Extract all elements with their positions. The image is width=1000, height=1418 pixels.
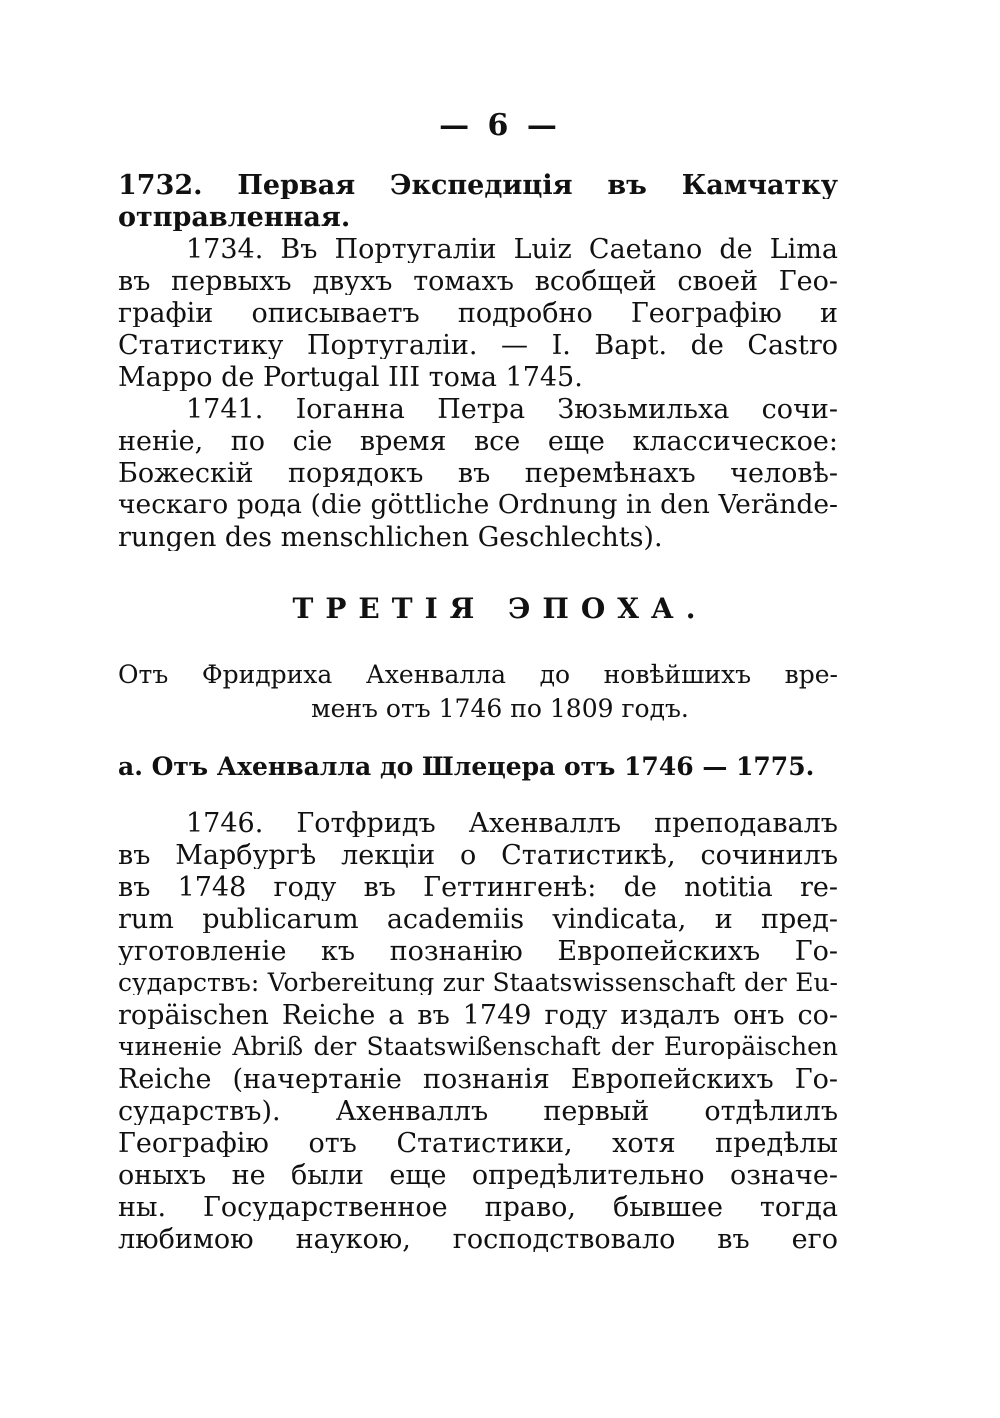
entry-1746-line-2: въ Марбургѣ лекціи о Статистикѣ, сочинилъ [118,842,838,869]
entry-1746-line-13: ны. Государственное право, бывшее тогда [118,1194,838,1221]
entry-1746-line-11: Географію отъ Статистики, хотя предѣлы [118,1130,838,1157]
entry-1746-line-12: оныхъ не были еще опредѣлительно означе- [118,1162,838,1189]
entry-1734-line-4: Статистику Португаліи. — I. Bapt. de Castro [118,332,838,359]
entry-1746-line-7: ropäischen Reiche а въ 1749 году издалъ онъ со- [118,1002,838,1029]
section-subtitle-line-1: Отъ Фридриха Ахенвалла до новѣйшихъ вре- [118,660,838,689]
entry-1746-line-4: rum publicarum academiis vindicata, и пред- [118,906,838,933]
entry-1746-line-9: Reiche (начертаніе познанія Европейскихъ Го- [118,1066,838,1093]
entry-1746-line-5: уготовленіе къ познанію Европейскихъ Го- [118,938,838,965]
entry-1746-line-1: 1746. Готфридъ Ахенваллъ преподавалъ [186,810,838,837]
entry-1734-line-5: Mappo de Portugal III тома 1745. [118,364,583,391]
entry-1734-line-1: 1734. Въ Португаліи Luiz Caetano de Lima [186,236,838,263]
section-subtitle-line-2: менъ отъ 1746 по 1809 годъ. [311,694,689,723]
entry-1746-line-6: сударствъ: Vorbereitung zur Staatswissenschaft der Eu- [118,970,838,995]
entry-1732-line-2: отправленная. [118,204,351,231]
entry-1746-line-3: въ 1748 году въ Геттингенѣ: de notitia re- [118,874,838,901]
entry-1746-line-10: сударствъ). Ахенваллъ первый отдѣлилъ [118,1098,838,1125]
entry-1741-line-4: ческаго рода (die göttliche Ordnung in den Verände- [118,492,838,519]
section-heading: ТРЕТІЯ ЭПОХА. [292,592,708,625]
entry-1732-line-1: 1732. Первая Экспедиція въ Камчатку [118,172,838,199]
entry-1746-line-8: чиненіе Abriß der Staatswißenschaft der Europäischen [118,1034,838,1059]
entry-1741-line-3: Божескій порядокъ въ перемѣнахъ человѣ- [118,460,838,487]
entry-1734-line-3: графіи описываетъ подробно Географію и [118,300,838,327]
entry-1734-line-2: въ первыхъ двухъ томахъ всобщей своей Гео- [118,268,838,295]
entry-1741-line-2: неніе, по сіе время все еще классическое: [118,428,838,455]
entry-1741-line-1: 1741. Іоганна Петра Зюзьмильха сочи- [186,396,838,423]
entry-1741-line-5: rungen des menschlichen Geschlechts). [118,524,663,551]
page-number: — 6 — [439,108,561,143]
entry-1746-line-14: любимою наукою, господствовало въ его [118,1226,838,1253]
subsection-heading: a. Отъ Ахенвалла до Шлецера отъ 1746 — 1775. [118,752,815,781]
